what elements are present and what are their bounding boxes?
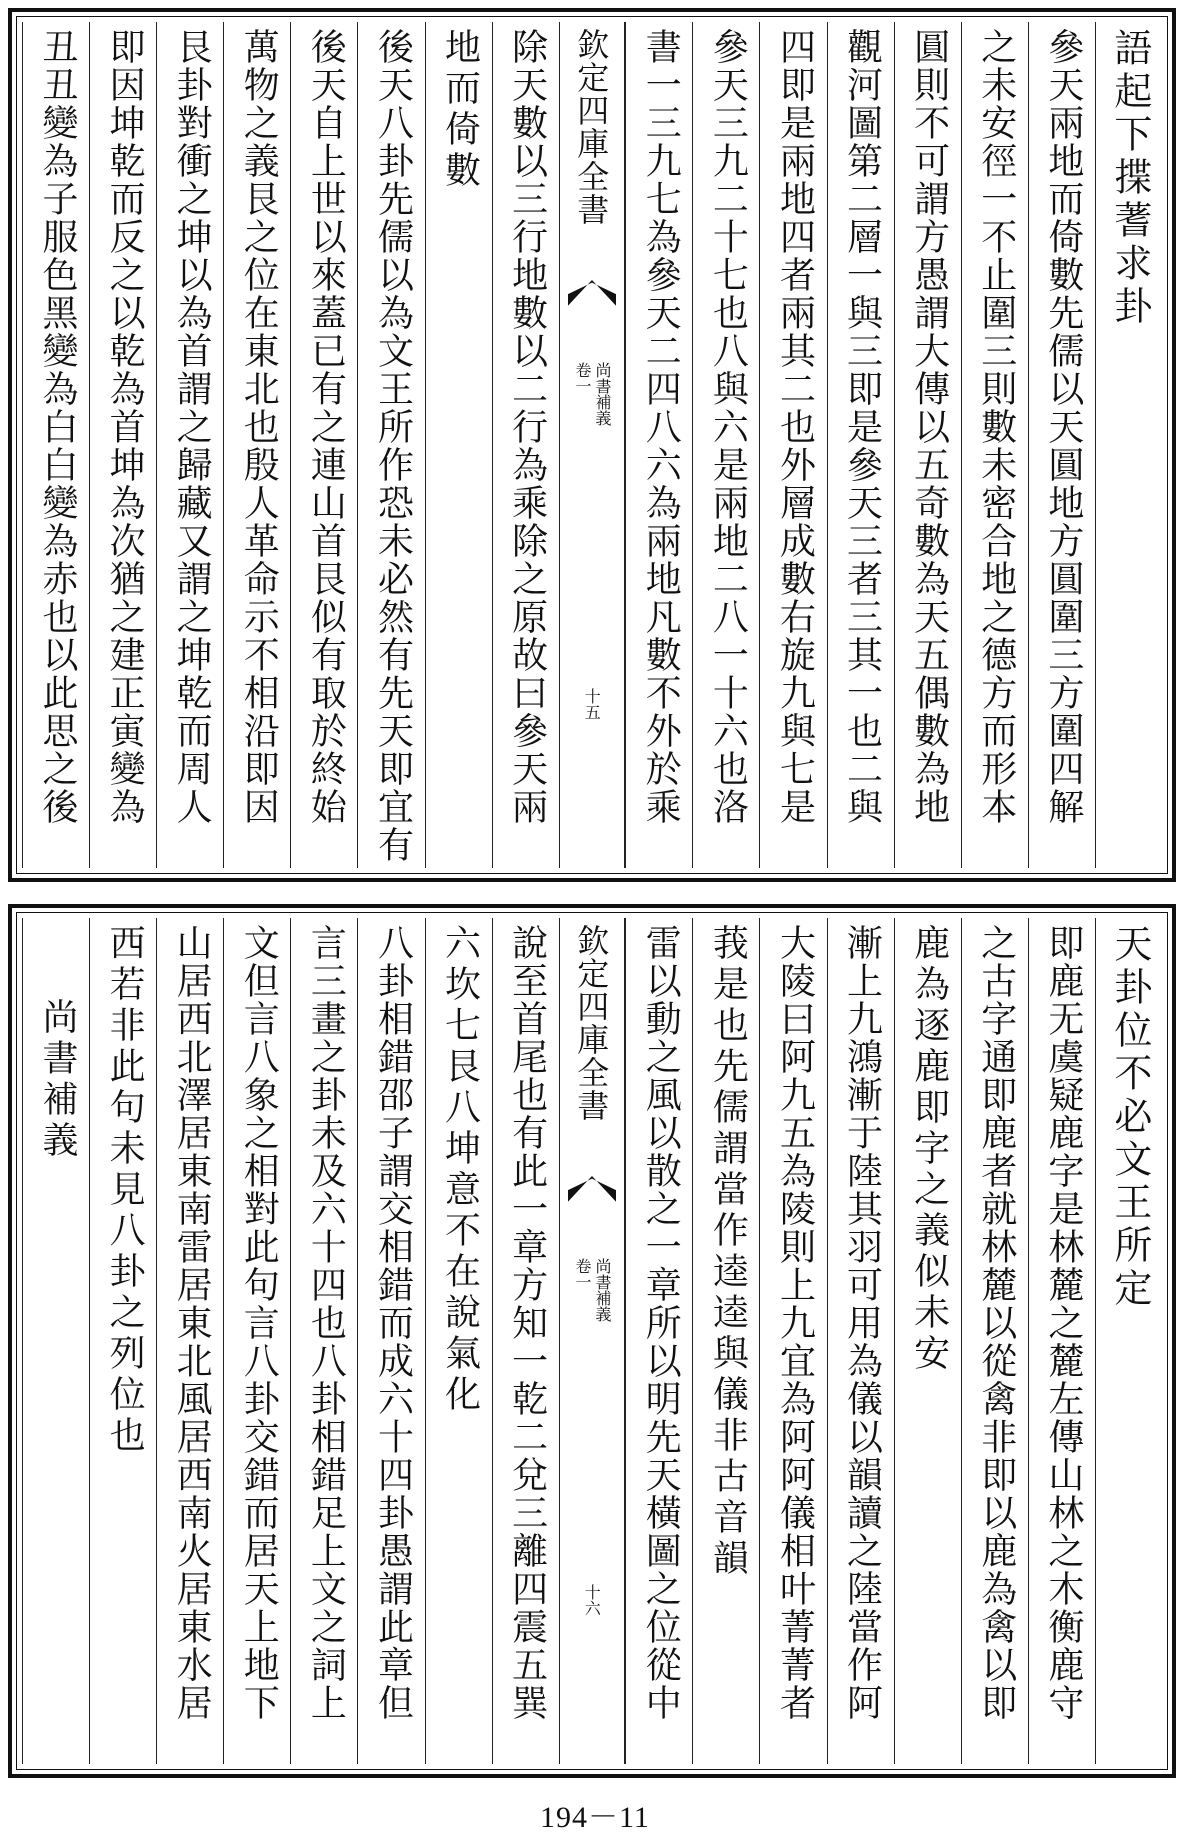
text-column [827, 22, 894, 868]
column-text: 西若非此句未見八卦之列位也 [104, 924, 146, 1457]
text-column [894, 22, 961, 868]
text-column [961, 918, 1028, 1764]
column-text: 大陵曰阿九五為陵則上九宜為阿阿儀相叶菁菁者 [774, 924, 816, 1722]
text-column [156, 22, 223, 868]
column-text: 丑丑變為子服色黑變為白白變為赤也以此思之後 [36, 28, 78, 826]
column-text: 山居西北澤居東南雷居東北風居西南火居東水居 [171, 924, 213, 1722]
bottom-page [8, 904, 1176, 1778]
column-text: 參天兩地而倚數先儒以天圓地方圓圍三方圍四解 [1042, 28, 1084, 826]
text-column [1095, 918, 1162, 1764]
column-text: 漸上九鴻漸于陸其羽可用為儀以韻讀之陸當作阿 [841, 924, 883, 1722]
page-footer-number: 194－11 [540, 1801, 650, 1834]
fish-tail-mark [568, 280, 617, 306]
spine-title: 欽定四庫全書 [572, 924, 611, 1122]
text-column [425, 918, 492, 1764]
column-text: 四即是兩地四者兩其二也外層成數右旋九與七是 [774, 28, 816, 826]
column-text: 後天自上世以來蓋已有之連山首艮似有取於終始 [305, 28, 347, 826]
column-text: 莪是也先儒謂當作逵逵與儀非古音韻 [707, 924, 749, 1580]
text-column [290, 918, 357, 1764]
text-column [625, 918, 692, 1764]
spine-title: 欽定四庫全書 [572, 28, 611, 226]
text-column [692, 918, 759, 1764]
fish-tail-mark [568, 1176, 617, 1202]
text-column [1028, 918, 1095, 1764]
text-column [827, 918, 894, 1764]
column-text: 鹿為逐鹿即字之義似未安 [908, 924, 950, 1375]
side-title-column [22, 918, 89, 1764]
column-text: 觀河圖第二層一與三即是參天三者三其一也二與 [841, 28, 883, 826]
spine-page-number: 十五 [582, 688, 602, 720]
column-text: 言三畫之卦未及六十四也八卦相錯足上文之詞上 [305, 924, 347, 1722]
top-page [8, 8, 1176, 882]
text-column [692, 22, 759, 868]
text-column [961, 22, 1028, 868]
side-book-title: 尚書補義 [36, 998, 78, 1162]
text-column [759, 22, 826, 868]
text-column [156, 918, 223, 1764]
column-text: 即鹿无虞疑鹿字是林麓之麓左傳山林之木衡鹿守 [1042, 924, 1084, 1722]
text-column [1028, 22, 1095, 868]
column-text: 雷以動之風以散之一章所以明先天橫圖之位從中 [640, 924, 682, 1722]
column-text: 語起下揲蓍求卦 [1107, 28, 1152, 329]
text-column [1095, 22, 1162, 868]
text-column [357, 918, 424, 1764]
column-text: 之古字通即鹿者就林麓以從禽非即以鹿為禽以即 [975, 924, 1017, 1722]
bottom-page-columns [22, 918, 1162, 1764]
column-text: 後天八卦先儒以為文王所作恐未必然有先天即宜有 [372, 28, 414, 864]
column-text: 書一三九七為參天二四八六為兩地凡數不外於乘 [640, 28, 682, 826]
text-column [625, 22, 692, 868]
column-text: 文但言八象之相對此句言八卦交錯而居天上地下 [238, 924, 280, 1722]
column-text: 除天數以三行地數以二行為乘除之原故曰參天兩 [506, 28, 548, 826]
spine-subtitle [566, 1258, 619, 1322]
column-text: 萬物之義艮之位在東北也殷人革命示不相沿即因 [238, 28, 280, 826]
text-column [492, 918, 559, 1764]
spine-juan: 卷一 [572, 1258, 592, 1290]
center-spine [559, 918, 626, 1764]
column-text: 參天三九二十七也八與六是兩地二八一十六也洛 [707, 28, 749, 826]
column-text: 即因坤乾而反之以乾為首坤為次猶之建正寅變為 [104, 28, 146, 826]
center-spine [559, 22, 626, 868]
column-text: 說至首尾也有此一章方知一乾二兌三離四震五巽 [506, 924, 548, 1722]
text-column [357, 22, 424, 868]
text-column [22, 22, 89, 868]
column-text: 地而倚數 [439, 28, 481, 192]
spine-page-number: 十六 [582, 1584, 602, 1616]
text-column [492, 22, 559, 868]
column-text: 之未安徑一不止圍三則數未密合地之德方而形本 [975, 28, 1017, 826]
spine-subtitle [566, 362, 619, 426]
column-text: 艮卦對衝之坤以為首謂之歸藏又謂之坤乾而周人 [171, 28, 213, 826]
spine-juan: 卷一 [572, 362, 592, 394]
column-text: 八卦相錯邵子謂交相錯而成六十四卦愚謂此章但 [372, 924, 414, 1722]
text-column [894, 918, 961, 1764]
text-column [223, 918, 290, 1764]
column-text: 六坎七艮八坤意不在說氣化 [439, 924, 481, 1416]
spine-book-name: 尚書補義 [592, 1258, 612, 1322]
text-column [425, 22, 492, 868]
text-column [290, 22, 357, 868]
top-page-columns [22, 22, 1162, 868]
spine-book-name: 尚書補義 [592, 362, 612, 426]
column-text: 圓則不可謂方愚謂大傳以五奇數為天五偶數為地 [908, 28, 950, 826]
column-text: 天卦位不必文王所定 [1107, 924, 1152, 1311]
text-column [223, 22, 290, 868]
text-column [89, 22, 156, 868]
text-column [759, 918, 826, 1764]
text-column [89, 918, 156, 1764]
